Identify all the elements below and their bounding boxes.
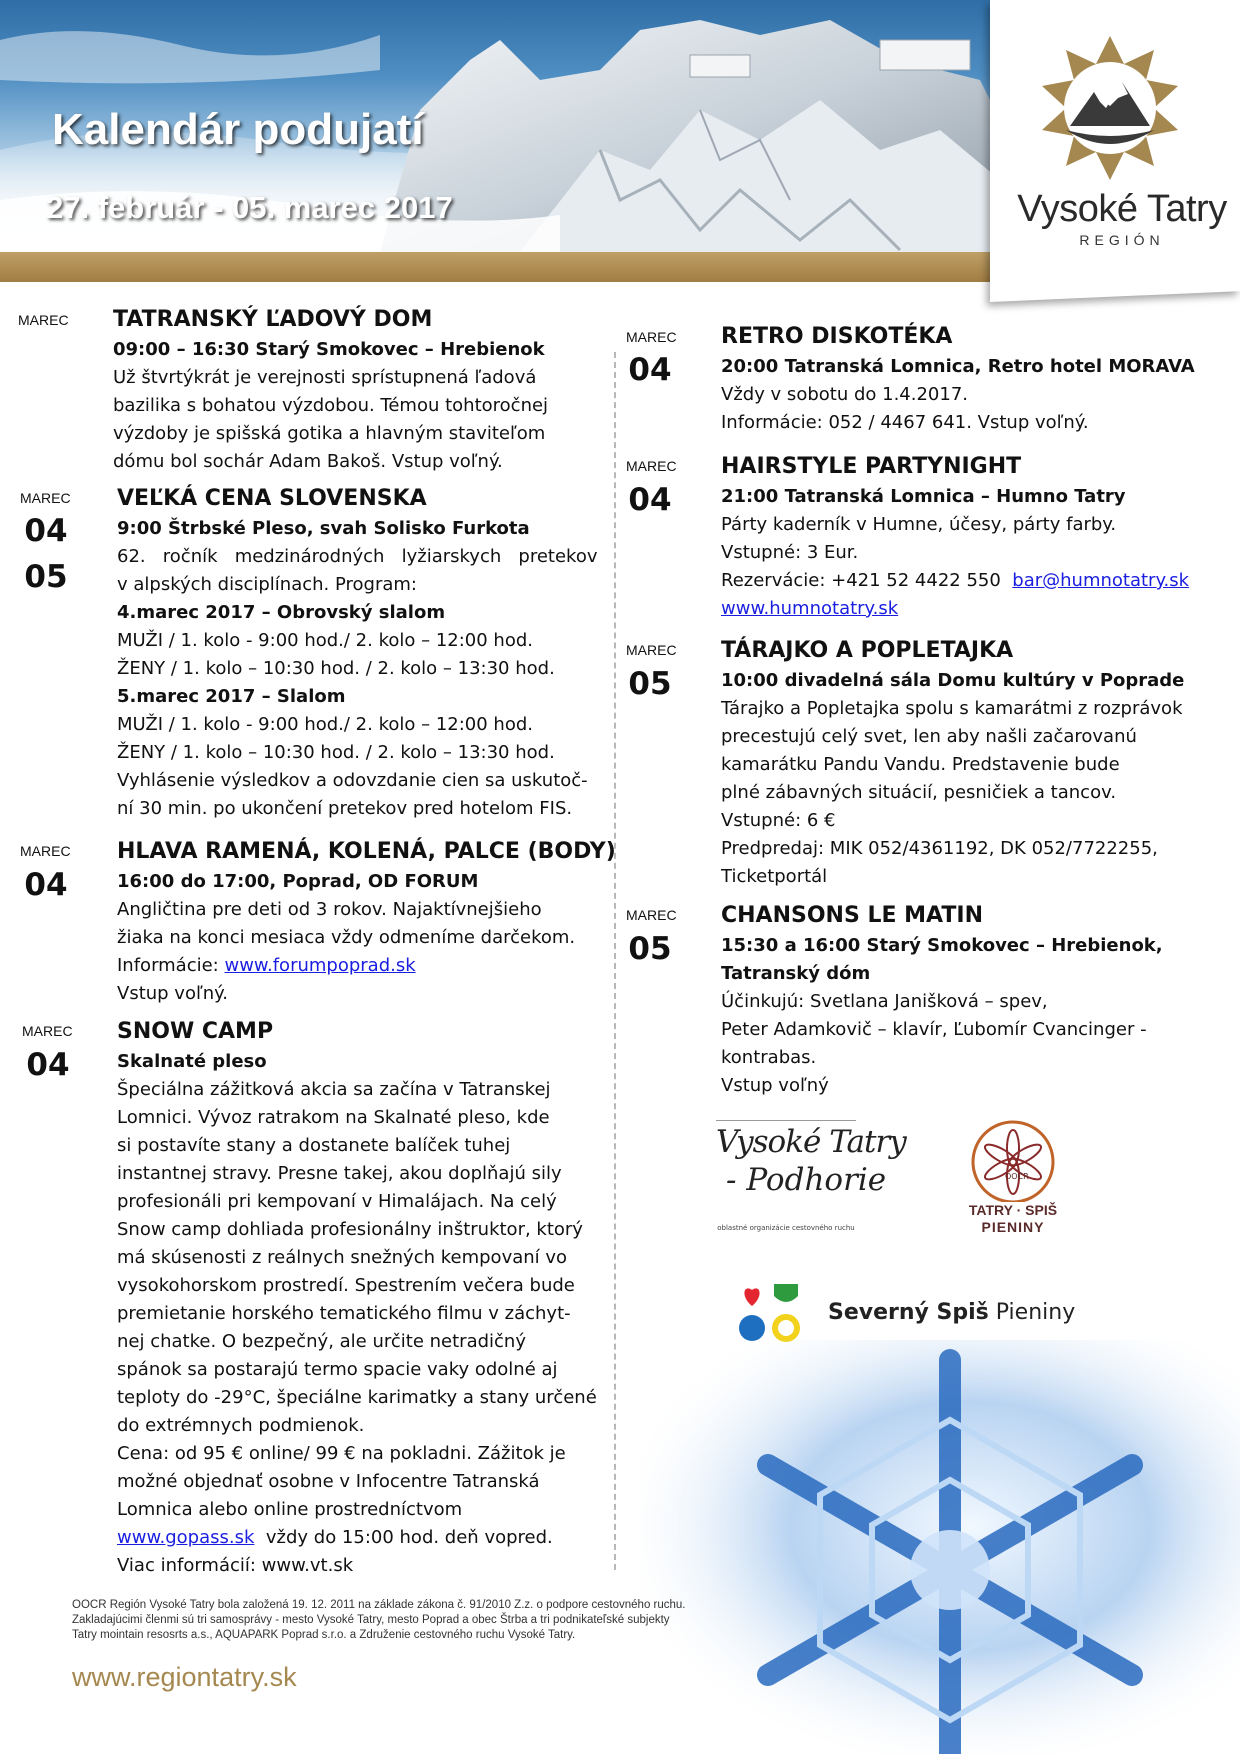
event-days bbox=[620, 661, 680, 707]
event-days bbox=[16, 862, 76, 908]
event-day: 05 bbox=[628, 666, 672, 702]
event-text-line: bazilika s bohatou výzdobou. Témou tohtoročnej bbox=[113, 395, 549, 416]
event-day: 04 bbox=[24, 867, 68, 903]
event-text-line: kamarátku Pandu Vandu. Predstavenie bude bbox=[721, 754, 1120, 775]
event-text-line: teploty do -29°C, špeciálne karimatky a stany určené bbox=[117, 1387, 597, 1408]
event-text-line: Predpredaj: MIK 052/4361192, DK 052/7722255, bbox=[721, 838, 1158, 859]
event-time-place: 16:00 do 17:00, Poprad, OD FORUM bbox=[117, 871, 479, 892]
event-text-line: instantnej stravy. Presne takej, akou doplňajú sily bbox=[117, 1163, 562, 1184]
event-text-line: profesionáli pri kempovaní v Himalájach. Na celý bbox=[117, 1191, 557, 1212]
event-text-line: precestujú celý svet, len aby našli začarovanú bbox=[721, 726, 1137, 747]
footer-note-line: Zakladajúcimi členmi sú tri samosprávy - mesto Vysoké Tatry, mesto Poprad a obec Štrba a tri podnikateľské subjekty bbox=[72, 1614, 670, 1626]
event-day: 04 bbox=[26, 1047, 70, 1083]
event-month: MAREC bbox=[20, 490, 71, 506]
event-text-line: Tárajko a Popletajka spolu s kamarátmi z rozprávok bbox=[721, 698, 1183, 719]
event-text-line: Vstupné: 6 € bbox=[721, 810, 836, 831]
event-program-day: 4.marec 2017 – Obrovský slalom bbox=[117, 602, 446, 623]
email-link[interactable]: bar@humnotatry.sk bbox=[1012, 570, 1190, 591]
flower-logo-icon bbox=[958, 1118, 1068, 1202]
event-text-line: Angličtina pre deti od 3 rokov. Najaktívnejšieho bbox=[117, 899, 542, 920]
podhorie-logo-line2: - Podhorie bbox=[726, 1162, 887, 1198]
event-text-line: vysokohorskom prostredí. Spestrením večera bude bbox=[117, 1275, 575, 1296]
event-text-line: MUŽI / 1. kolo - 9:00 hod./ 2. kolo – 12:00 hod. bbox=[117, 630, 533, 651]
event-day: 04 bbox=[628, 482, 672, 518]
event-days bbox=[620, 926, 680, 972]
event-text-line: si postavíte stany a dostanete balíček tuhej bbox=[117, 1135, 511, 1156]
severny-spis-name bbox=[828, 1300, 1075, 1325]
event-text-line: Vyhlásenie výsledkov a odovzdanie cien sa uskutoč- bbox=[117, 770, 588, 791]
event-days bbox=[16, 508, 76, 600]
event-text-line bbox=[117, 543, 602, 571]
link-suffix: vždy do 15:00 hod. deň vopred. bbox=[254, 1527, 553, 1548]
footer-note-line: OOCR Región Vysoké Tatry bola založená 19. 12. 2011 na základe zákona č. 91/2010 Z.z. o podpore cestovného ruchu. bbox=[72, 1599, 686, 1611]
event-day: 05 bbox=[628, 931, 672, 967]
event-title: VEĽKÁ CENA SLOVENSKA bbox=[117, 486, 427, 511]
logo-name: Vysoké Tatry bbox=[1017, 188, 1227, 230]
gopass-link[interactable]: www.gopass.sk bbox=[117, 1527, 255, 1548]
event-text-line: Viac informácií: www.vt.sk bbox=[117, 1555, 354, 1576]
event-text-line: Lomnici. Vývoz ratrakom na Skalnaté pleso, kde bbox=[117, 1107, 550, 1128]
tatry-logo-small: OOCR bbox=[1005, 1172, 1029, 1181]
event-days bbox=[620, 477, 680, 523]
podhorie-logo bbox=[716, 1120, 906, 1240]
event-text-line: 62. ročník medzinárodných lyžiarskych pretekov bbox=[117, 546, 598, 567]
event-text-line: Už štvrtýkrát je verejnosti sprístupnená ľadová bbox=[113, 367, 537, 388]
event-text-line: má skúsenosti z reálnych snežných kempovaní vo bbox=[117, 1247, 568, 1268]
event-time-place: Skalnaté pleso bbox=[117, 1051, 267, 1072]
tatry-logo-line1: TATRY · SPIŠ bbox=[968, 1202, 1058, 1218]
event-time-place: 15:30 a 16:00 Starý Smokovec – Hrebienok, bbox=[721, 935, 1163, 956]
event-text-line: Snow camp dohliada profesionálny inštruktor, ktorý bbox=[117, 1219, 583, 1240]
event-month: MAREC bbox=[22, 1023, 73, 1039]
event-day: 05 bbox=[24, 559, 68, 595]
event-text-line: Vstup voľný. bbox=[117, 983, 228, 1004]
event-day: 04 bbox=[24, 513, 68, 549]
event-text-line: Účinkujú: Svetlana Janišková – spev, bbox=[721, 991, 1048, 1012]
event-program-day: 5.marec 2017 – Slalom bbox=[117, 686, 346, 707]
event-link-line bbox=[117, 1524, 597, 1552]
event-month: MAREC bbox=[626, 907, 677, 923]
reservation-label: Rezervácie: +421 52 4422 550 bbox=[721, 570, 1013, 591]
humnotatry-link[interactable]: www.humnotatry.sk bbox=[721, 598, 899, 619]
event-text-line: Vstupné: 3 Eur. bbox=[721, 542, 859, 563]
severny-spis-rest: Pieniny bbox=[988, 1300, 1076, 1325]
event-text-line: Peter Adamkovič – klavír, Ľubomír Cvancinger - bbox=[721, 1019, 1147, 1040]
event-time-place: 10:00 divadelná sála Domu kultúry v Poprade bbox=[721, 670, 1185, 691]
event-text-line: Špeciálna zážitková akcia sa začína v Tatranskej bbox=[117, 1079, 551, 1100]
event-text-line: spánok sa postarajú termo spacie vaky odolné aj bbox=[117, 1359, 558, 1380]
event-text-line: možné objednať osobne v Infocentre Tatranská bbox=[117, 1471, 540, 1492]
banner-gold-stripe bbox=[0, 252, 1000, 282]
event-text-line: Vstup voľný bbox=[721, 1075, 829, 1096]
event-text-line: plné zábavných situácií, pesničiek a tancov. bbox=[721, 782, 1117, 803]
footer-website-link[interactable]: www.regiontatry.sk bbox=[72, 1662, 297, 1692]
event-info-line bbox=[117, 952, 616, 980]
tatry-spis-pieniny-logo bbox=[958, 1118, 1068, 1248]
event-month: MAREC bbox=[20, 843, 71, 859]
header-banner bbox=[0, 0, 1000, 252]
event-days bbox=[620, 347, 680, 393]
event-text-line: ní 30 min. po ukončení pretekov pred hotelom FIS. bbox=[117, 798, 573, 819]
footer-note-line: Tatry mointain resosrts a.s., AQUAPARK Poprad s.r.o. a Združenie cestovného ruchu Vysoké Tatry. bbox=[72, 1629, 576, 1641]
event-month: MAREC bbox=[626, 642, 677, 658]
snowflake-decoration-icon bbox=[640, 1340, 1240, 1754]
footer-note bbox=[72, 1598, 686, 1643]
date-range: 27. február - 05. marec 2017 bbox=[46, 190, 453, 225]
event-month: MAREC bbox=[18, 312, 69, 328]
event-time-place: 21:00 Tatranská Lomnica – Humno Tatry bbox=[721, 486, 1126, 507]
event-day: 04 bbox=[628, 352, 672, 388]
event-text-line: ŽENY / 1. kolo – 10:30 hod. / 2. kolo – 13:30 hod. bbox=[117, 658, 555, 679]
sun-mountain-logo-icon bbox=[1030, 30, 1190, 190]
event-time-place: 20:00 Tatranská Lomnica, Retro hotel MORAVA bbox=[721, 356, 1195, 377]
divider bbox=[716, 1120, 856, 1121]
event-title: TATRANSKÝ ĽADOVÝ DOM bbox=[113, 307, 433, 332]
event-text-line: nej chatke. O bezpečný, ale určite netradičný bbox=[117, 1331, 526, 1352]
event-month: MAREC bbox=[626, 458, 677, 474]
event-reservation-line bbox=[721, 567, 1189, 595]
event-text-line: Ticketportál bbox=[721, 866, 828, 887]
logo-region: REGIÓN bbox=[1079, 232, 1165, 248]
event-text-line: výzdoby je spišská gotika a hlavným staviteľom bbox=[113, 423, 546, 444]
page-title: Kalendár podujatí bbox=[52, 105, 424, 154]
event-text-line: premietanie horského tematického filmu v záchyt- bbox=[117, 1303, 571, 1324]
event-text-line: ŽENY / 1. kolo – 10:30 hod. / 2. kolo – 13:30 hod. bbox=[117, 742, 555, 763]
event-text-line: kontrabas. bbox=[721, 1047, 817, 1068]
event-title: CHANSONS LE MATIN bbox=[721, 903, 983, 928]
severny-spis-bold: Severný Spiš bbox=[828, 1300, 989, 1325]
forumpoprad-link[interactable]: www.forumpoprad.sk bbox=[224, 955, 416, 976]
event-text-line: v alpských disciplínach. Program: bbox=[117, 574, 417, 595]
event-text-line: žiaka na konci mesiaca vždy odmeníme darčekom. bbox=[117, 927, 576, 948]
info-label: Informácie: bbox=[117, 955, 225, 976]
event-month: MAREC bbox=[626, 329, 677, 345]
event-time-place: 9:00 Štrbské Pleso, svah Solisko Furkota bbox=[117, 518, 530, 539]
event-time-place: Tatranský dóm bbox=[721, 963, 871, 984]
event-title: TÁRAJKO A POPLETAJKA bbox=[721, 638, 1014, 663]
event-title: HAIRSTYLE PARTYNIGHT bbox=[721, 454, 1022, 479]
event-text-line: Informácie: 052 / 4467 641. Vstup voľný. bbox=[721, 412, 1089, 433]
event-title: RETRO DISKOTÉKA bbox=[721, 324, 953, 349]
podhorie-logo-line1: Vysoké Tatry bbox=[716, 1124, 906, 1160]
event-text-line: Lomnica alebo online prostredníctvom bbox=[117, 1499, 463, 1520]
event-time-place: 09:00 – 16:30 Starý Smokovec – Hrebienok bbox=[113, 339, 545, 360]
event-text-line: Cena: od 95 € online/ 99 € na pokladni. Zážitok je bbox=[117, 1443, 566, 1464]
event-text-line: dómu bol sochár Adam Bakoš. Vstup voľný. bbox=[113, 451, 503, 472]
event-title: SNOW CAMP bbox=[117, 1019, 274, 1044]
event-days bbox=[18, 1042, 78, 1088]
tatry-logo-line2: PIENINY bbox=[981, 1219, 1045, 1235]
event-web-line bbox=[721, 595, 1189, 623]
event-text-line: Vždy v sobotu do 1.4.2017. bbox=[721, 384, 968, 405]
event-text-line: do extrémnych podmienok. bbox=[117, 1415, 365, 1436]
event-text-line: Párty kaderník v Humne, účesy, párty farby. bbox=[721, 514, 1117, 535]
event-text-line: MUŽI / 1. kolo - 9:00 hod./ 2. kolo – 12:00 hod. bbox=[117, 714, 533, 735]
podhorie-logo-line3: oblastné organizácie cestovného ruchu bbox=[717, 1224, 855, 1232]
event-title: HLAVA RAMENÁ, KOLENÁ, PALCE (BODY) bbox=[117, 839, 616, 864]
